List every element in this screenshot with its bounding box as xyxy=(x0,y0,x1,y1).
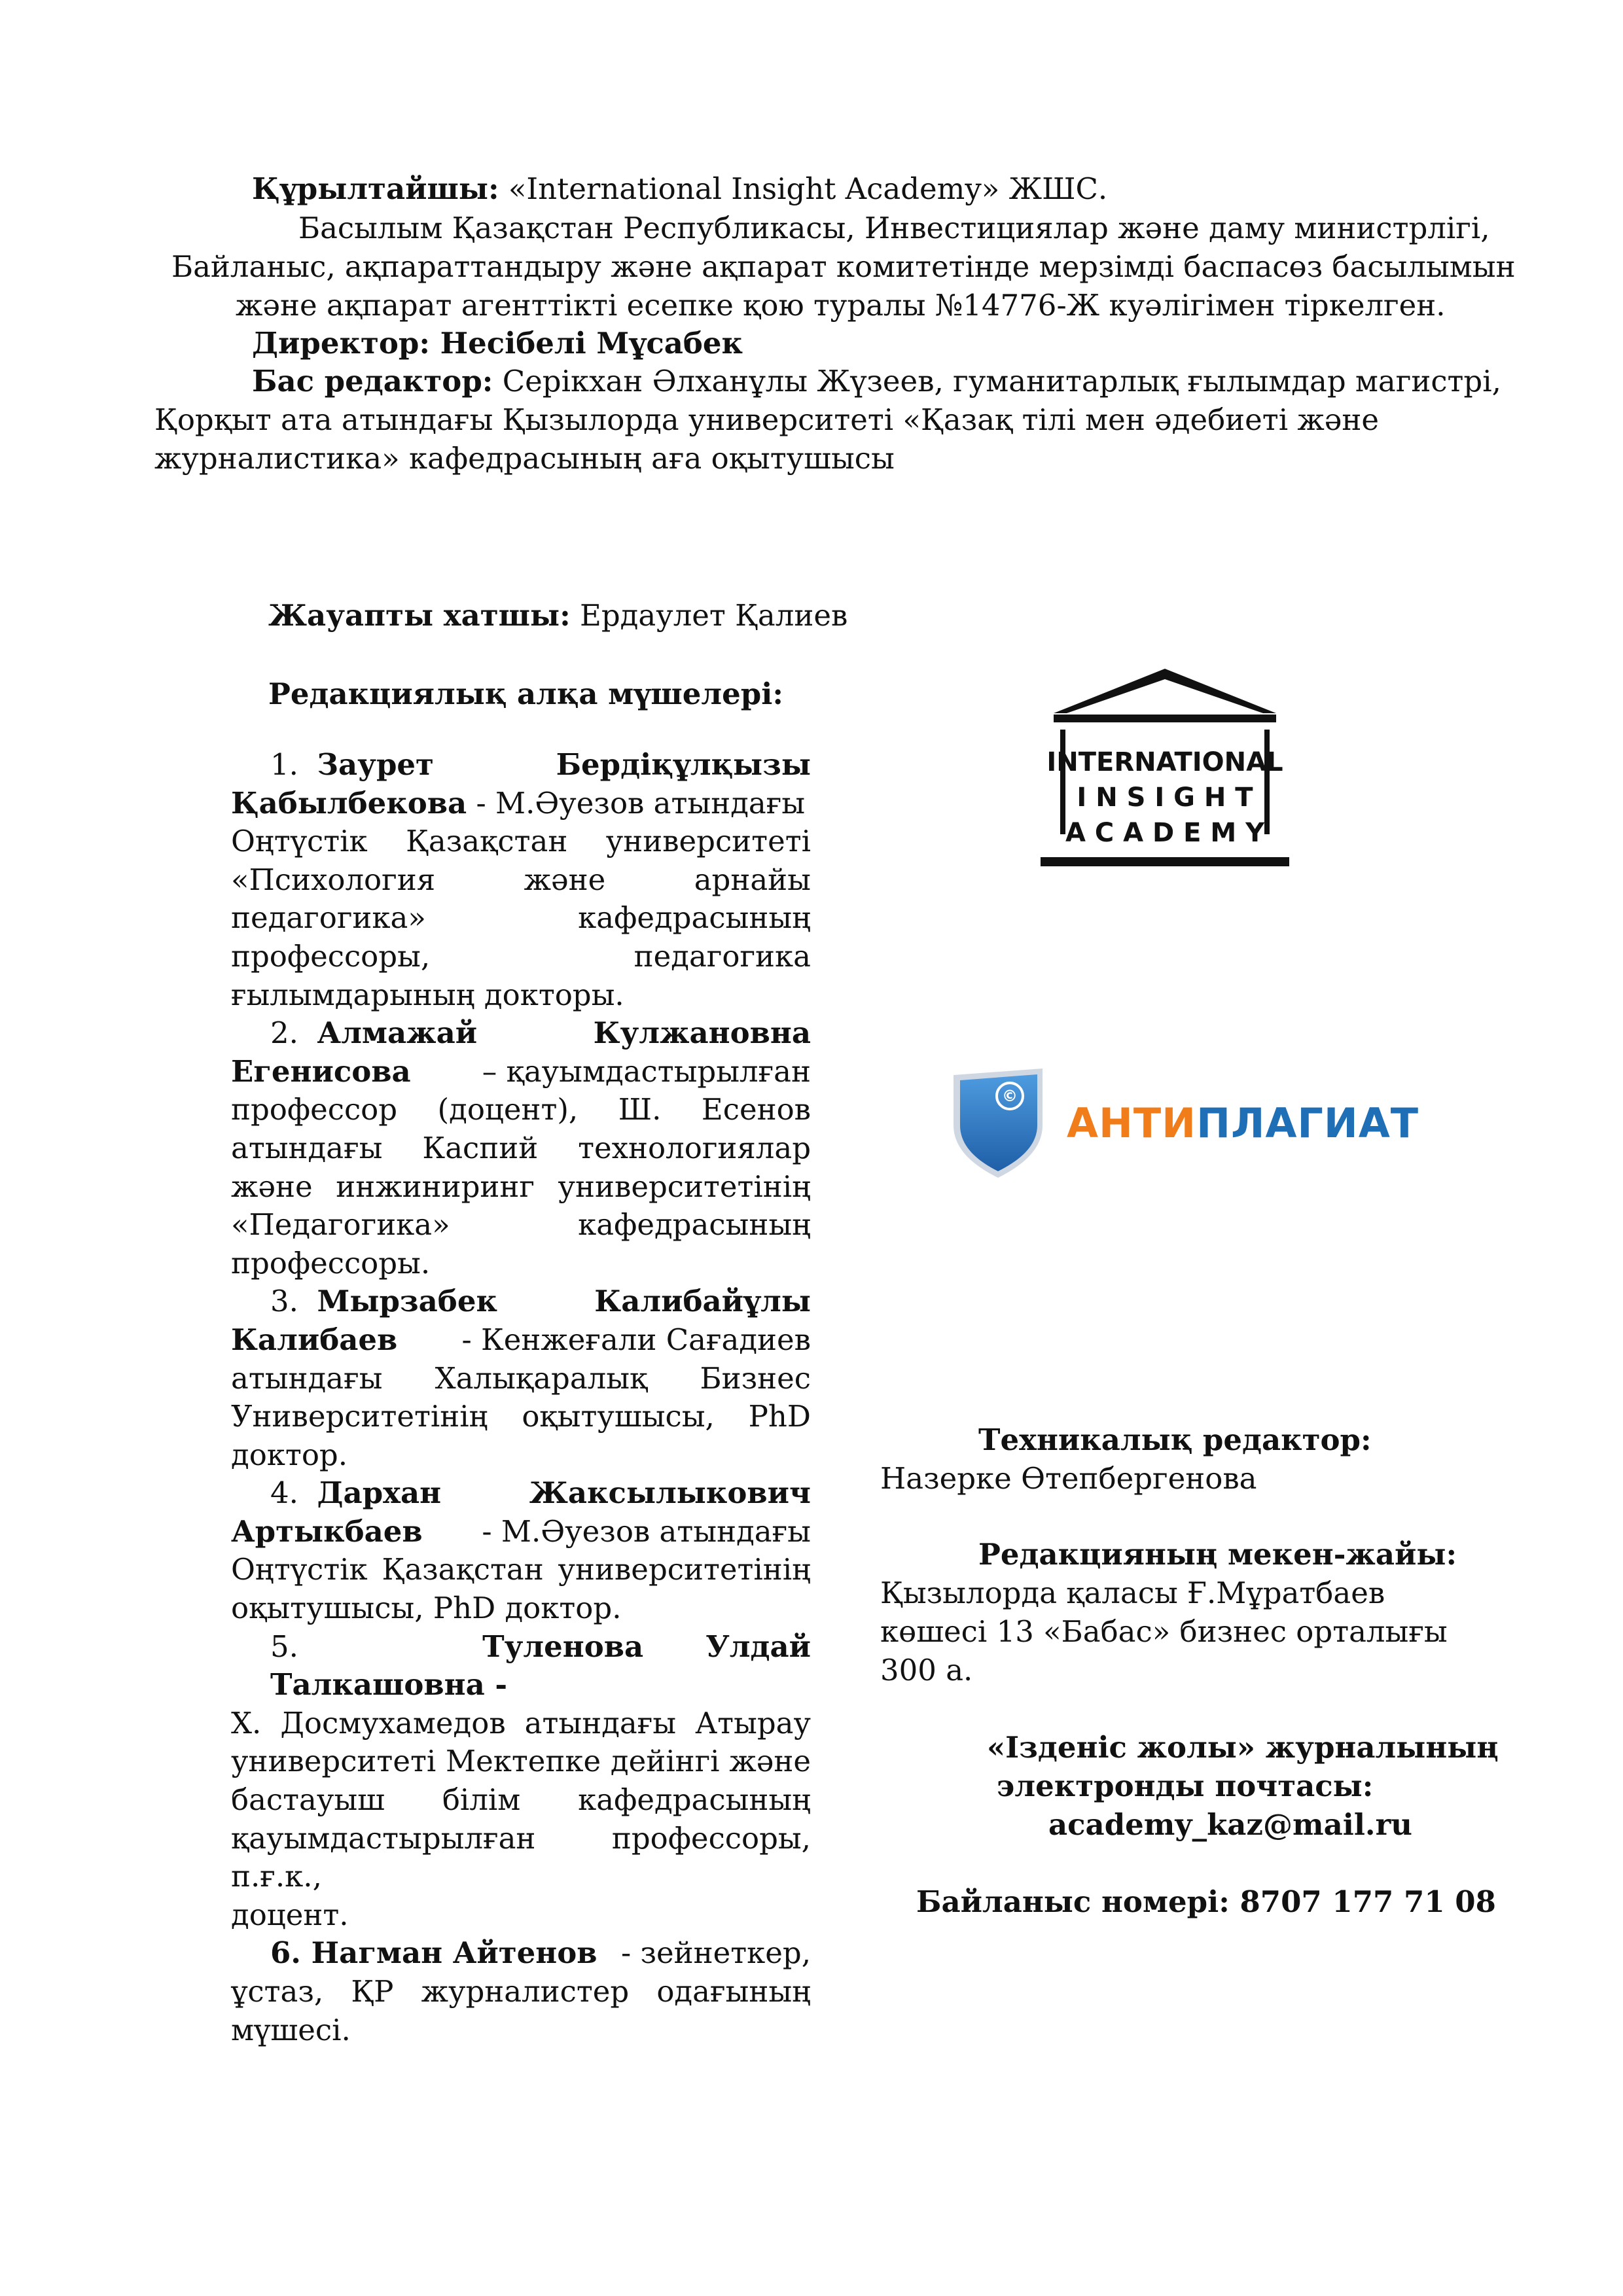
secretary-name: Ердаулет Қалиев xyxy=(570,598,848,633)
antiplagiat-wordmark xyxy=(1067,1099,1419,1147)
member-desc-line: университеті Мектепке дейінгі және xyxy=(231,1744,811,1779)
member-patronymic: Кулжановна xyxy=(593,1016,811,1051)
member-full-name: 6. Нагман Айтенов xyxy=(270,1935,597,1971)
tech-editor-label: Техникалық редактор: xyxy=(978,1422,1372,1457)
member-desc-line: - Кенжеғали Сағадиев xyxy=(461,1322,811,1357)
member-desc-line: қауымдастырылған профессоры, п.ғ.к., xyxy=(231,1820,811,1894)
member-desc-row xyxy=(231,1513,811,1551)
member-desc-line: - М.Әуезов атындағы xyxy=(482,1513,811,1549)
academy-logo-line-2: I N S I G H T xyxy=(1077,783,1253,813)
chief-editor-line-1 xyxy=(252,361,1501,402)
chief-editor-line-3: журналистика» кафедрасының аға оқытушысы xyxy=(154,441,895,476)
member-desc-line: Оңтүстік Қазақстан университетінің xyxy=(231,1552,811,1587)
member-desc-line: «Педагогика» кафедрасының xyxy=(231,1207,811,1243)
member-desc-line: доктор. xyxy=(231,1437,348,1472)
member-desc-line: атындағы Халықаралық Бизнес xyxy=(231,1360,811,1396)
board-member xyxy=(231,1934,811,2049)
member-first-name: Алмажай xyxy=(317,1016,478,1051)
founder-label: Құрылтайшы: xyxy=(252,171,499,206)
board-member xyxy=(231,1474,811,1627)
registration-line-1: Басылым Қазақстан Республикасы, Инвестициялар және даму министрлігі, xyxy=(298,211,1490,245)
secretary-label: Жауапты хатшы: xyxy=(268,598,571,633)
member-desc-line: доцент. xyxy=(231,1897,349,1932)
member-name-row xyxy=(231,1628,811,1704)
academy-logo-line-1: INTERNATIONAL xyxy=(1046,747,1283,777)
member-desc-line: мүшесі. xyxy=(231,2012,351,2047)
member-patronymic: Жаксылыкович xyxy=(529,1475,811,1511)
tech-editor-name: Назерке Өтепбергенова xyxy=(880,1461,1257,1496)
member-surname: Артыкбаев xyxy=(231,1513,423,1549)
registration-line-3: және ақпарат агенттікті есепке қою туралы №14776-Ж куәлігімен тіркелген. xyxy=(236,288,1446,323)
address-line-3: 300 а. xyxy=(880,1653,973,1687)
antiplagiat-logo xyxy=(946,1063,1419,1181)
founder-line xyxy=(252,169,1107,209)
member-desc-line: профессор (доцент), Ш. Есенов xyxy=(231,1092,811,1127)
member-desc-row xyxy=(231,1321,811,1360)
member-name-row xyxy=(231,1474,811,1513)
member-desc-row xyxy=(231,785,811,823)
member-desc-line: профессоры. xyxy=(231,1245,431,1280)
address-line-2: көшесі 13 «Бабас» бизнес орталығы xyxy=(880,1614,1448,1649)
member-desc-line: ғылымдарының докторы. xyxy=(231,977,624,1012)
shield-icon xyxy=(946,1063,1050,1181)
member-desc-row xyxy=(231,1053,811,1091)
member-name-row xyxy=(231,746,811,785)
member-desc-line: педагогика» кафедрасының xyxy=(231,900,811,936)
member-desc-line: Оңтүстік Қазақстан университеті xyxy=(231,824,811,859)
address-label: Редакцияның мекен-жайы: xyxy=(978,1537,1457,1572)
member-surname: Калибаев xyxy=(231,1322,398,1357)
member-name-row xyxy=(231,1934,811,1973)
member-desc-line: - М.Әуезов атындағы xyxy=(467,785,806,821)
member-surname: Қабылбекова xyxy=(231,785,467,821)
chief-editor-label: Бас редактор: xyxy=(252,364,493,398)
member-number: 3. xyxy=(270,1284,298,1319)
address-line-1: Қызылорда қаласы Ғ.Мұратбаев xyxy=(880,1576,1385,1610)
member-surname: Егенисова xyxy=(231,1053,411,1089)
member-desc-line: – қауымдастырылған xyxy=(482,1053,811,1089)
academy-logo-line-3: A C A D E M Y xyxy=(1065,818,1265,848)
member-name-row xyxy=(231,1282,811,1321)
member-desc-line: «Психология және арнайы xyxy=(231,862,811,897)
chief-editor-text-1: Серікхан Әлханұлы Жүзеев, гуманитарлық ғылымдар магистрі, xyxy=(493,364,1501,398)
member-desc-line: Х. Досмухамедов атындағы Атырау xyxy=(231,1705,811,1740)
member-desc-line: және инжиниринг университетінің xyxy=(231,1169,811,1204)
email-address[interactable]: academy_kaz@mail.ru xyxy=(1048,1807,1413,1842)
board-member xyxy=(231,746,811,1014)
member-desc-line: атындағы Каспий технологиялар xyxy=(231,1130,811,1165)
board-member xyxy=(231,1014,811,1282)
secretary-line xyxy=(268,595,847,636)
member-name-row xyxy=(231,1014,811,1053)
registration-line-2: Байланыс, ақпараттандыру және ақпарат комитетінде мерзімді баспасөз басылымын xyxy=(171,249,1516,284)
email-label-line-1: «Ізденіс жолы» журналының xyxy=(987,1730,1499,1765)
member-first-name: Мырзабек xyxy=(317,1284,497,1319)
member-full-name: Туленова Улдай Талкашовна - xyxy=(270,1629,811,1703)
member-patronymic: Калибайұлы xyxy=(594,1284,811,1319)
email-label-line-2: электронды почтасы: xyxy=(997,1769,1374,1803)
member-patronymic: Бердіқұлқызы xyxy=(556,747,811,782)
member-desc-line: Университетінің оқытушысы, PhD xyxy=(231,1399,811,1434)
antiplagiat-plagiat: ПЛАГИАТ xyxy=(1196,1099,1419,1147)
copyright-symbol: © xyxy=(1002,1087,1018,1105)
member-number: 4. xyxy=(270,1475,298,1511)
founder-value: «International Insight Academy» ЖШС. xyxy=(499,171,1108,206)
board-member xyxy=(231,1628,811,1935)
member-first-name: Заурет xyxy=(317,747,434,782)
member-desc-line: - зейнеткер, xyxy=(620,1935,811,1971)
member-first-name: Дархан xyxy=(317,1475,442,1511)
member-number: 1. xyxy=(270,747,298,782)
international-insight-academy-logo xyxy=(1034,661,1296,877)
antiplagiat-anti: АНТИ xyxy=(1067,1099,1197,1147)
member-desc-line: бастауыш білім кафедрасының xyxy=(231,1782,811,1818)
member-number: 2. xyxy=(270,1016,298,1051)
director-line: Директор: Несібелі Мұсабек xyxy=(252,326,743,361)
member-desc-line: профессоры, педагогика xyxy=(231,938,811,974)
board-members-list xyxy=(231,746,811,2049)
chief-editor-line-2: Қорқыт ата атындағы Қызылорда университеті «Қазақ тілі мен әдебиеті және xyxy=(154,402,1380,437)
board-member xyxy=(231,1282,811,1474)
member-desc-line: оқытушысы, PhD доктор. xyxy=(231,1591,622,1626)
phone-number: Байланыс номері: 8707 177 71 08 xyxy=(916,1884,1496,1919)
member-desc-line: ұстаз, ҚР журналистер одағының xyxy=(231,1974,811,2009)
board-title: Редакциялық алқа мүшелері: xyxy=(268,677,783,711)
member-number: 5. xyxy=(270,1629,298,1664)
